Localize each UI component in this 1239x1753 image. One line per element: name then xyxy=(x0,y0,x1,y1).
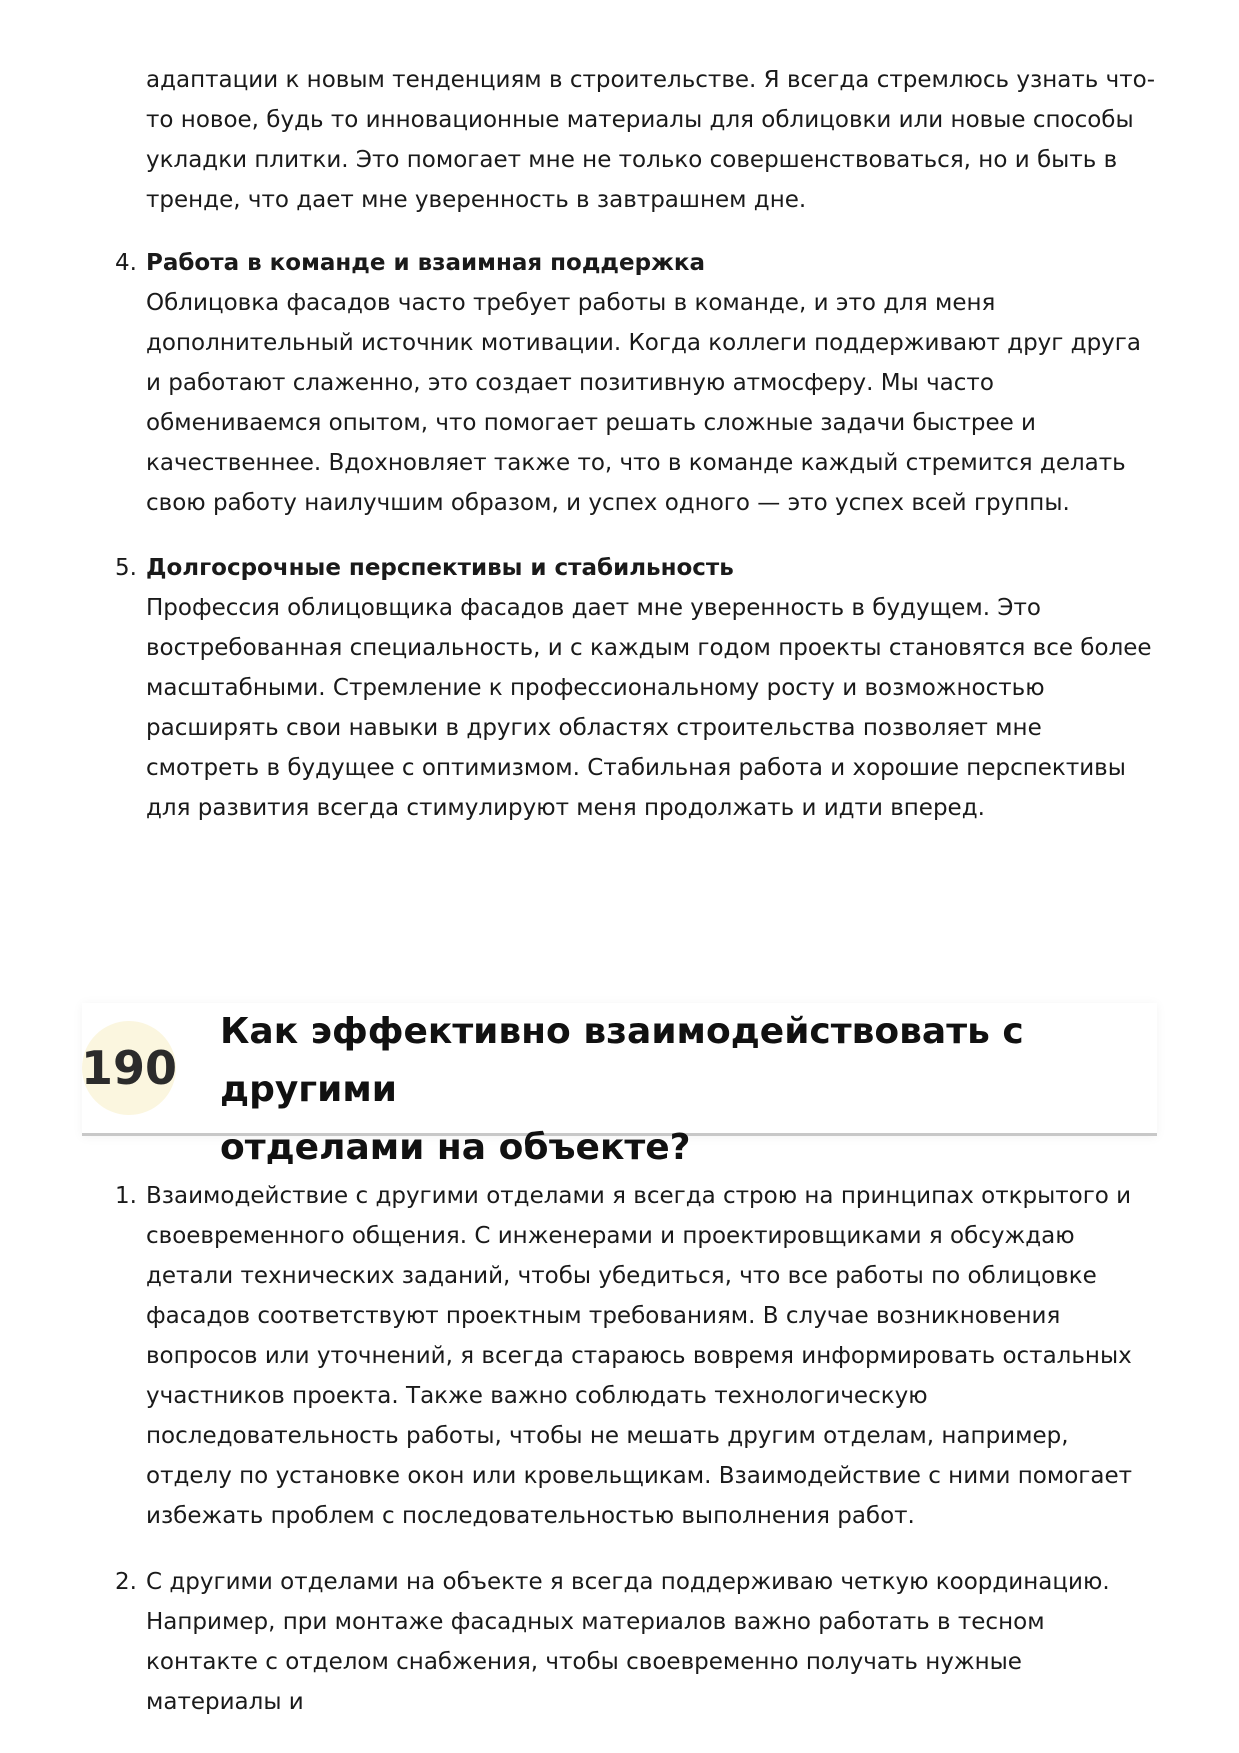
list-item-number: 1. xyxy=(115,1183,137,1209)
question-title-line-1: Как эффективно взаимодействовать с другими xyxy=(220,1011,1024,1110)
question-title-line-2: отделами на объекте? xyxy=(220,1127,691,1168)
question-title xyxy=(220,1003,1140,1177)
list-item xyxy=(115,1176,1156,1536)
motivation-list xyxy=(115,243,1156,828)
answer-list xyxy=(115,1176,1156,1722)
question-heading xyxy=(80,1003,1157,1168)
question-number-badge: 190 xyxy=(82,1021,176,1115)
list-item xyxy=(115,1562,1156,1722)
list-item-text: Облицовка фасадов часто требует работы в команде, и это для меня дополнительный источник мотивации. Когда коллеги поддерживают друг друга и работают слаженно, это создает позитивную атмосферу. Мы часто обмениваемся опытом, что помогает решать сложные задачи быстрее и качественнее. Вдохновляет также то, что в команде каждый стремится делать свою работу наилучшим образом, и успех одного — это успех всей группы. xyxy=(146,290,1141,516)
list-item-title: Долгосрочные перспективы и стабильность xyxy=(146,555,734,581)
list-item-text: Взаимодействие с другими отделами я всегда строю на принципах открытого и своевременного общения. С инженерами и проектировщиками я обсуждаю детали технических заданий, чтобы убедиться, что все работы по облицовке фасадов соответствуют проектным требованиям. В случае возникновения вопросов или уточнений, я всегда стараюсь вовремя информировать остальных участников проекта. Также важно соблюдать технологическую последовательность работы, чтобы не мешать другим отделам, например, отделу по установке окон или кровельщикам. Взаимодействие с ними помогает избежать проблем с последовательностью выполнения работ. xyxy=(146,1183,1133,1529)
list-item-text: С другими отделами на объекте я всегда поддерживаю четкую координацию. Например, при монтаже фасадных материалов важно работать в тесном контакте с отделом снабжения, чтобы своевременно получать нужные материалы и xyxy=(146,1569,1110,1715)
list-item xyxy=(115,548,1156,828)
list-item xyxy=(115,243,1156,523)
list-item-number: 2. xyxy=(115,1569,137,1595)
list-item-number: 5. xyxy=(115,555,137,581)
list-item-number: 4. xyxy=(115,250,137,276)
list-item-text: Профессия облицовщика фасадов дает мне уверенность в будущем. Это востребованная специальность, и с каждым годом проекты становятся все более масштабными. Стремление к профессиональному росту и возможностью расширять свои навыки в других областях строительства позволяет мне смотреть в будущее с оптимизмом. Стабильная работа и хорошие перспективы для развития всегда стимулируют меня продолжать и идти вперед. xyxy=(146,595,1152,821)
continuation-paragraph: адаптации к новым тенденциям в строительстве. Я всегда стремлюсь узнать что-то новое, будь то инновационные материалы для облицовки или новые способы укладки плитки. Это помогает мне не только совершенствоваться, но и быть в тренде, что дает мне уверенность в завтрашнем дне. xyxy=(146,67,1156,213)
list-item-title: Работа в команде и взаимная поддержка xyxy=(146,250,706,276)
